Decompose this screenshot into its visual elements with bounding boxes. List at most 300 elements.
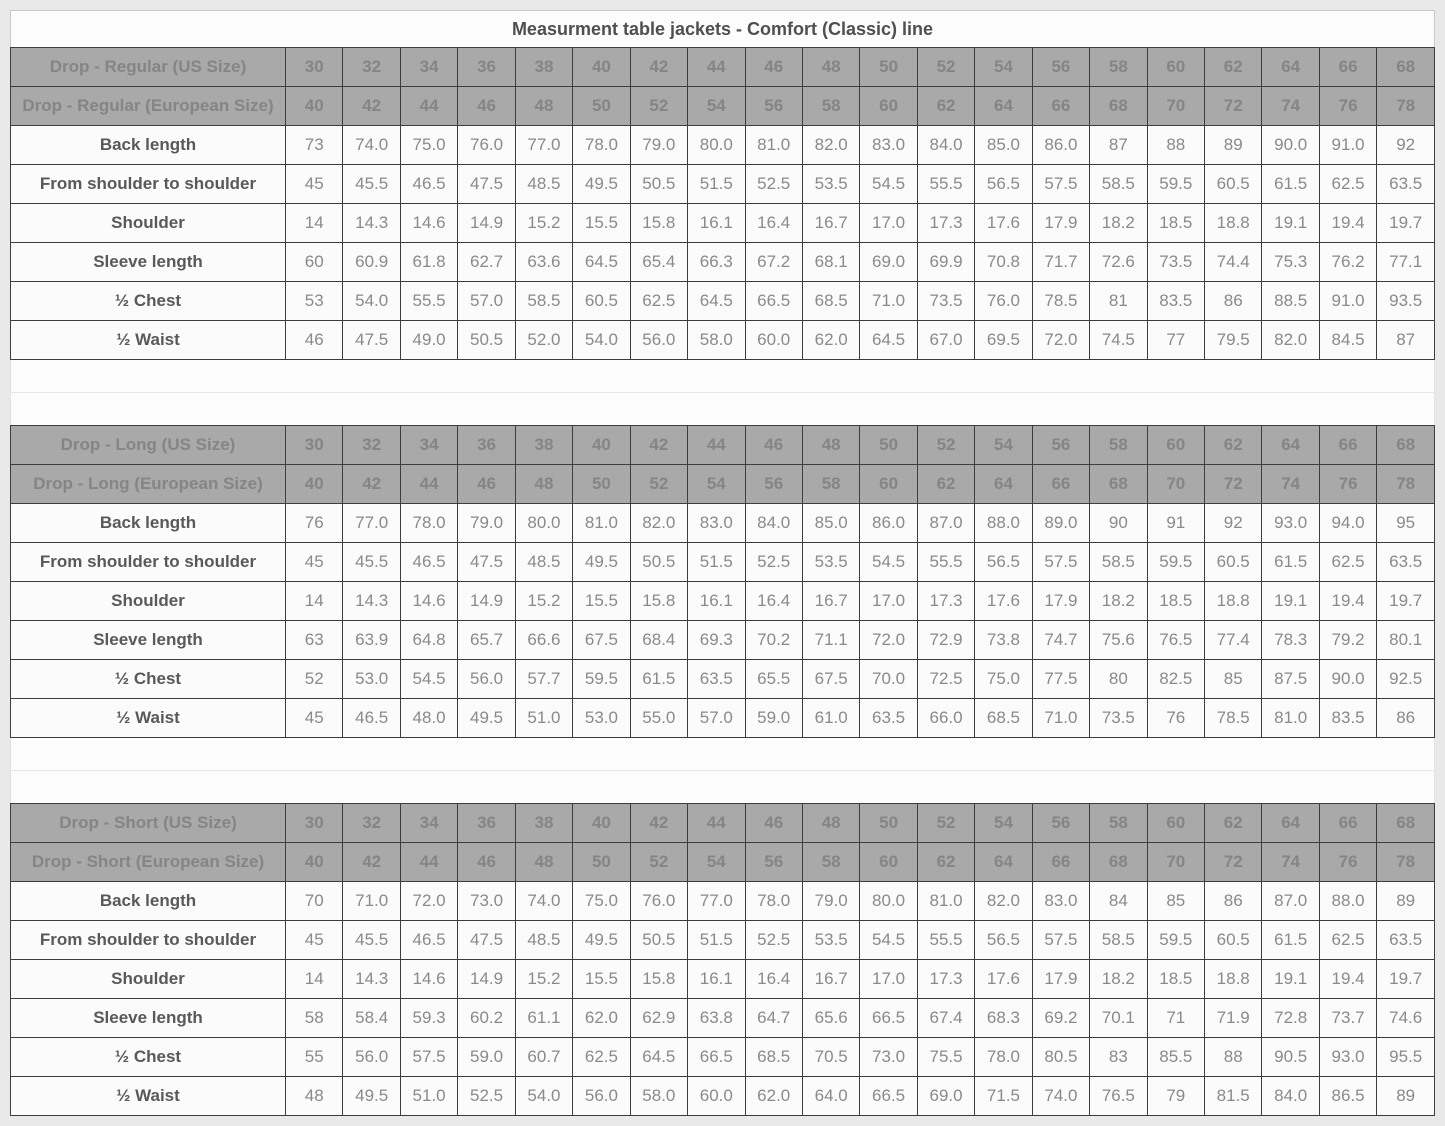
measurement-value-cell: 89	[1377, 1077, 1435, 1116]
measurement-value-cell: 68.5	[802, 282, 859, 321]
measurement-value-cell: 62.7	[458, 243, 515, 282]
measurement-value-cell: 77.0	[515, 126, 572, 165]
measurement-value-cell: 62.0	[745, 1077, 802, 1116]
section-header-us-label: Drop - Regular (US Size)	[11, 48, 286, 87]
us-size-cell: 64	[1262, 804, 1319, 843]
measurement-value-cell: 57.7	[515, 660, 572, 699]
eu-size-cell: 54	[688, 843, 745, 882]
eu-size-cell: 60	[860, 87, 917, 126]
us-size-cell: 56	[1032, 804, 1089, 843]
measurement-row	[11, 126, 1435, 165]
measurement-value-cell: 46.5	[400, 543, 457, 582]
measurement-value-cell: 18.8	[1205, 960, 1262, 999]
measurement-value-cell: 17.0	[860, 582, 917, 621]
measurement-value-cell: 54.0	[515, 1077, 572, 1116]
measurement-value-cell: 17.0	[860, 960, 917, 999]
measurement-value-cell: 16.1	[688, 204, 745, 243]
measurement-value-cell: 67.5	[573, 621, 630, 660]
measurement-row-label: From shoulder to shoulder	[11, 921, 286, 960]
measurement-value-cell: 63.5	[1377, 543, 1435, 582]
measurement-value-cell: 73.8	[975, 621, 1032, 660]
measurement-value-cell: 66.5	[745, 282, 802, 321]
measurement-value-cell: 45	[286, 921, 343, 960]
measurement-value-cell: 60.5	[1205, 921, 1262, 960]
measurement-value-cell: 16.4	[745, 582, 802, 621]
measurement-value-cell: 57.0	[688, 699, 745, 738]
measurement-value-cell: 15.2	[515, 204, 572, 243]
measurement-row-label: Shoulder	[11, 204, 286, 243]
eu-size-cell: 54	[688, 87, 745, 126]
measurement-row	[11, 282, 1435, 321]
measurement-value-cell: 56.5	[975, 921, 1032, 960]
measurement-value-cell: 79	[1147, 1077, 1204, 1116]
eu-size-cell: 46	[458, 465, 515, 504]
us-size-cell: 68	[1377, 804, 1435, 843]
measurement-value-cell: 49.0	[400, 321, 457, 360]
us-size-cell: 68	[1377, 48, 1435, 87]
measurement-value-cell: 17.0	[860, 204, 917, 243]
measurement-value-cell: 45.5	[343, 543, 400, 582]
measurement-row-label: From shoulder to shoulder	[11, 543, 286, 582]
us-size-cell: 62	[1205, 426, 1262, 465]
measurement-value-cell: 19.1	[1262, 582, 1319, 621]
measurement-row	[11, 543, 1435, 582]
measurement-value-cell: 58.0	[688, 321, 745, 360]
measurement-value-cell: 58.5	[1090, 921, 1147, 960]
measurement-value-cell: 18.2	[1090, 204, 1147, 243]
measurement-value-cell: 72.0	[1032, 321, 1089, 360]
measurement-value-cell: 84	[1090, 882, 1147, 921]
measurement-value-cell: 14.6	[400, 582, 457, 621]
measurement-value-cell: 74.0	[515, 882, 572, 921]
measurement-value-cell: 79.0	[630, 126, 687, 165]
measurement-value-cell: 66.5	[688, 1038, 745, 1077]
measurement-value-cell: 57.5	[1032, 543, 1089, 582]
measurement-value-cell: 46	[286, 321, 343, 360]
measurement-value-cell: 15.2	[515, 960, 572, 999]
measurement-value-cell: 94.0	[1319, 504, 1376, 543]
us-size-cell: 50	[860, 804, 917, 843]
measurement-value-cell: 75.0	[573, 882, 630, 921]
measurement-value-cell: 55.0	[630, 699, 687, 738]
measurement-value-cell: 79.5	[1205, 321, 1262, 360]
us-size-cell: 58	[1090, 48, 1147, 87]
measurement-value-cell: 76.5	[1090, 1077, 1147, 1116]
measurement-row	[11, 321, 1435, 360]
measurement-value-cell: 54.0	[343, 282, 400, 321]
measurement-value-cell: 49.5	[573, 543, 630, 582]
us-size-cell: 42	[630, 48, 687, 87]
us-size-cell: 44	[688, 804, 745, 843]
us-size-cell: 58	[1090, 804, 1147, 843]
measurement-value-cell: 16.4	[745, 204, 802, 243]
measurement-value-cell: 55.5	[400, 282, 457, 321]
measurement-value-cell: 69.9	[917, 243, 974, 282]
eu-size-cell: 68	[1090, 465, 1147, 504]
measurement-value-cell: 47.5	[458, 165, 515, 204]
measurement-value-cell: 93.0	[1319, 1038, 1376, 1077]
measurement-value-cell: 53.5	[802, 543, 859, 582]
measurement-value-cell: 72.8	[1262, 999, 1319, 1038]
eu-size-cell: 70	[1147, 465, 1204, 504]
measurement-value-cell: 84.5	[1319, 321, 1376, 360]
measurement-value-cell: 68.5	[745, 1038, 802, 1077]
us-size-header-row	[11, 48, 1435, 87]
measurement-value-cell: 80	[1090, 660, 1147, 699]
measurement-value-cell: 16.7	[802, 582, 859, 621]
measurement-value-cell: 45	[286, 699, 343, 738]
measurement-value-cell: 48.5	[515, 165, 572, 204]
us-size-cell: 48	[802, 48, 859, 87]
measurement-value-cell: 51.5	[688, 921, 745, 960]
measurement-value-cell: 78.0	[975, 1038, 1032, 1077]
us-size-cell: 30	[286, 804, 343, 843]
measurement-value-cell: 48	[286, 1077, 343, 1116]
measurement-value-cell: 70.2	[745, 621, 802, 660]
measurement-value-cell: 19.4	[1319, 204, 1376, 243]
measurement-value-cell: 63	[286, 621, 343, 660]
section-gap-row	[11, 738, 1435, 771]
eu-size-cell: 78	[1377, 843, 1435, 882]
measurement-value-cell: 90	[1090, 504, 1147, 543]
eu-size-cell: 56	[745, 843, 802, 882]
eu-size-cell: 66	[1032, 87, 1089, 126]
measurement-value-cell: 78.0	[573, 126, 630, 165]
measurement-value-cell: 69.0	[917, 1077, 974, 1116]
measurement-value-cell: 85.0	[802, 504, 859, 543]
measurement-row	[11, 699, 1435, 738]
us-size-cell: 36	[458, 804, 515, 843]
measurement-value-cell: 65.5	[745, 660, 802, 699]
eu-size-cell: 60	[860, 843, 917, 882]
measurement-value-cell: 14	[286, 960, 343, 999]
measurement-value-cell: 16.7	[802, 960, 859, 999]
measurement-value-cell: 53.5	[802, 165, 859, 204]
measurement-value-cell: 14.9	[458, 204, 515, 243]
eu-size-cell: 62	[917, 465, 974, 504]
measurement-value-cell: 72.0	[860, 621, 917, 660]
measurement-value-cell: 80.5	[1032, 1038, 1089, 1077]
measurement-value-cell: 55.5	[917, 921, 974, 960]
measurement-value-cell: 86.0	[860, 504, 917, 543]
measurement-value-cell: 49.5	[458, 699, 515, 738]
measurement-value-cell: 70.8	[975, 243, 1032, 282]
measurement-value-cell: 14	[286, 204, 343, 243]
us-size-cell: 62	[1205, 804, 1262, 843]
eu-size-cell: 46	[458, 843, 515, 882]
measurement-value-cell: 77.4	[1205, 621, 1262, 660]
measurement-value-cell: 18.2	[1090, 960, 1147, 999]
measurement-value-cell: 90.0	[1262, 126, 1319, 165]
eu-size-cell: 56	[745, 465, 802, 504]
measurement-value-cell: 61.5	[1262, 921, 1319, 960]
measurement-value-cell: 52.5	[745, 543, 802, 582]
section-gap	[11, 393, 1435, 426]
us-size-header-row	[11, 804, 1435, 843]
measurement-value-cell: 78.0	[745, 882, 802, 921]
measurement-value-cell: 75.5	[917, 1038, 974, 1077]
measurement-row-label: Shoulder	[11, 960, 286, 999]
measurement-value-cell: 45	[286, 165, 343, 204]
measurement-value-cell: 66.3	[688, 243, 745, 282]
measurement-value-cell: 81.0	[745, 126, 802, 165]
measurement-value-cell: 70.0	[860, 660, 917, 699]
measurement-row-label: From shoulder to shoulder	[11, 165, 286, 204]
measurement-value-cell: 59.5	[573, 660, 630, 699]
measurement-value-cell: 59.5	[1147, 165, 1204, 204]
measurement-row-label: Sleeve length	[11, 243, 286, 282]
measurement-row	[11, 1077, 1435, 1116]
measurement-value-cell: 73.0	[860, 1038, 917, 1077]
section-header-eu-label: Drop - Long (European Size)	[11, 465, 286, 504]
measurement-value-cell: 74.6	[1377, 999, 1435, 1038]
measurement-value-cell: 80.0	[688, 126, 745, 165]
eu-size-cell: 74	[1262, 87, 1319, 126]
us-size-header-row	[11, 426, 1435, 465]
eu-size-cell: 62	[917, 843, 974, 882]
measurement-row	[11, 204, 1435, 243]
measurement-value-cell: 84.0	[1262, 1077, 1319, 1116]
eu-size-cell: 50	[573, 87, 630, 126]
measurement-value-cell: 68.3	[975, 999, 1032, 1038]
measurement-value-cell: 64.8	[400, 621, 457, 660]
measurement-value-cell: 58.5	[1090, 543, 1147, 582]
measurement-value-cell: 54.5	[400, 660, 457, 699]
eu-size-cell: 40	[286, 465, 343, 504]
measurement-value-cell: 67.2	[745, 243, 802, 282]
eu-size-cell: 76	[1319, 465, 1376, 504]
measurement-value-cell: 90.5	[1262, 1038, 1319, 1077]
eu-size-cell: 44	[400, 87, 457, 126]
measurement-value-cell: 57.5	[1032, 165, 1089, 204]
measurement-value-cell: 85	[1205, 660, 1262, 699]
measurement-value-cell: 76	[1147, 699, 1204, 738]
measurement-value-cell: 57.0	[458, 282, 515, 321]
measurement-value-cell: 17.9	[1032, 960, 1089, 999]
measurement-value-cell: 50.5	[630, 165, 687, 204]
eu-size-cell: 78	[1377, 87, 1435, 126]
section-header-us-label: Drop - Short (US Size)	[11, 804, 286, 843]
measurement-value-cell: 69.0	[860, 243, 917, 282]
measurement-value-cell: 49.5	[343, 1077, 400, 1116]
measurement-value-cell: 19.4	[1319, 582, 1376, 621]
measurement-value-cell: 64.5	[573, 243, 630, 282]
measurement-value-cell: 65.4	[630, 243, 687, 282]
measurement-value-cell: 67.4	[917, 999, 974, 1038]
us-size-cell: 48	[802, 804, 859, 843]
eu-size-cell: 58	[802, 465, 859, 504]
measurement-value-cell: 55.5	[917, 543, 974, 582]
measurement-value-cell: 71.1	[802, 621, 859, 660]
section-gap	[11, 360, 1435, 393]
us-size-cell: 44	[688, 426, 745, 465]
measurement-value-cell: 14.3	[343, 582, 400, 621]
measurement-value-cell: 71.9	[1205, 999, 1262, 1038]
measurement-value-cell: 51.0	[515, 699, 572, 738]
eu-size-header-row	[11, 87, 1435, 126]
measurement-value-cell: 15.5	[573, 204, 630, 243]
measurement-value-cell: 86	[1205, 882, 1262, 921]
measurement-value-cell: 15.5	[573, 582, 630, 621]
measurement-value-cell: 67.5	[802, 660, 859, 699]
measurement-value-cell: 89	[1377, 882, 1435, 921]
measurement-value-cell: 17.3	[917, 204, 974, 243]
measurement-value-cell: 49.5	[573, 165, 630, 204]
measurement-value-cell: 76.0	[630, 882, 687, 921]
measurement-value-cell: 85.5	[1147, 1038, 1204, 1077]
measurement-value-cell: 14	[286, 582, 343, 621]
measurement-value-cell: 47.5	[343, 321, 400, 360]
measurement-value-cell: 89	[1205, 126, 1262, 165]
measurement-value-cell: 14.3	[343, 960, 400, 999]
section-gap	[11, 771, 1435, 804]
measurement-value-cell: 52.5	[458, 1077, 515, 1116]
measurement-value-cell: 89.0	[1032, 504, 1089, 543]
measurement-value-cell: 18.8	[1205, 204, 1262, 243]
measurement-value-cell: 48.5	[515, 543, 572, 582]
us-size-cell: 38	[515, 426, 572, 465]
measurement-value-cell: 48.0	[400, 699, 457, 738]
us-size-cell: 30	[286, 48, 343, 87]
measurement-value-cell: 85.0	[975, 126, 1032, 165]
measurement-row-label: Back length	[11, 126, 286, 165]
measurement-value-cell: 83.0	[860, 126, 917, 165]
measurement-row-label: ½ Waist	[11, 321, 286, 360]
measurement-value-cell: 73.5	[1147, 243, 1204, 282]
measurement-value-cell: 64.5	[860, 321, 917, 360]
measurement-value-cell: 62.0	[573, 999, 630, 1038]
measurement-value-cell: 71.0	[860, 282, 917, 321]
us-size-cell: 40	[573, 426, 630, 465]
measurement-value-cell: 47.5	[458, 543, 515, 582]
us-size-cell: 46	[745, 48, 802, 87]
measurement-value-cell: 88.5	[1262, 282, 1319, 321]
us-size-cell: 32	[343, 426, 400, 465]
measurement-row	[11, 921, 1435, 960]
measurement-value-cell: 61.5	[630, 660, 687, 699]
measurement-value-cell: 85	[1147, 882, 1204, 921]
title-row	[11, 11, 1435, 48]
measurement-value-cell: 79.2	[1319, 621, 1376, 660]
measurement-value-cell: 73.0	[458, 882, 515, 921]
section-gap	[11, 738, 1435, 771]
measurement-value-cell: 59.5	[1147, 921, 1204, 960]
measurement-value-cell: 19.7	[1377, 582, 1435, 621]
section-gap-row	[11, 393, 1435, 426]
measurement-value-cell: 83.0	[1032, 882, 1089, 921]
measurement-value-cell: 73.5	[1090, 699, 1147, 738]
measurement-value-cell: 84.0	[745, 504, 802, 543]
measurement-value-cell: 74.5	[1090, 321, 1147, 360]
measurement-value-cell: 55	[286, 1038, 343, 1077]
measurement-value-cell: 71.7	[1032, 243, 1089, 282]
measurement-value-cell: 52.5	[745, 921, 802, 960]
us-size-cell: 60	[1147, 804, 1204, 843]
measurement-value-cell: 53.0	[573, 699, 630, 738]
measurement-value-cell: 66.5	[860, 999, 917, 1038]
measurement-value-cell: 91.0	[1319, 126, 1376, 165]
measurement-value-cell: 60	[286, 243, 343, 282]
eu-size-cell: 42	[343, 465, 400, 504]
us-size-cell: 60	[1147, 426, 1204, 465]
eu-size-cell: 42	[343, 87, 400, 126]
measurement-value-cell: 83.5	[1147, 282, 1204, 321]
measurement-value-cell: 87	[1090, 126, 1147, 165]
measurement-value-cell: 64.7	[745, 999, 802, 1038]
measurement-value-cell: 90.0	[1319, 660, 1376, 699]
measurement-value-cell: 84.0	[917, 126, 974, 165]
section-header-eu-label: Drop - Regular (European Size)	[11, 87, 286, 126]
measurement-value-cell: 15.8	[630, 960, 687, 999]
eu-size-cell: 66	[1032, 465, 1089, 504]
measurement-value-cell: 45.5	[343, 165, 400, 204]
measurement-value-cell: 48.5	[515, 921, 572, 960]
measurement-value-cell: 17.6	[975, 204, 1032, 243]
measurement-value-cell: 59.3	[400, 999, 457, 1038]
eu-size-cell: 68	[1090, 87, 1147, 126]
measurement-value-cell: 74.7	[1032, 621, 1089, 660]
measurement-row	[11, 621, 1435, 660]
measurement-value-cell: 78.0	[400, 504, 457, 543]
measurement-value-cell: 83.0	[688, 504, 745, 543]
measurement-value-cell: 64.5	[688, 282, 745, 321]
measurement-value-cell: 58.4	[343, 999, 400, 1038]
measurement-value-cell: 77.1	[1377, 243, 1435, 282]
measurement-value-cell: 74.4	[1205, 243, 1262, 282]
us-size-cell: 52	[917, 426, 974, 465]
us-size-cell: 34	[400, 804, 457, 843]
measurement-value-cell: 63.6	[515, 243, 572, 282]
us-size-cell: 64	[1262, 48, 1319, 87]
eu-size-cell: 52	[630, 465, 687, 504]
measurement-value-cell: 66.0	[917, 699, 974, 738]
measurement-value-cell: 55.5	[917, 165, 974, 204]
measurement-value-cell: 58	[286, 999, 343, 1038]
measurement-value-cell: 60.5	[1205, 543, 1262, 582]
measurement-value-cell: 60.5	[1205, 165, 1262, 204]
measurement-value-cell: 17.9	[1032, 204, 1089, 243]
us-size-cell: 52	[917, 48, 974, 87]
measurement-value-cell: 72.5	[917, 660, 974, 699]
eu-size-cell: 42	[343, 843, 400, 882]
measurement-value-cell: 70.1	[1090, 999, 1147, 1038]
measurement-row-label: ½ Waist	[11, 1077, 286, 1116]
measurement-value-cell: 61.5	[1262, 543, 1319, 582]
measurement-value-cell: 68.5	[975, 699, 1032, 738]
measurement-value-cell: 57.5	[1032, 921, 1089, 960]
eu-size-cell: 44	[400, 465, 457, 504]
eu-size-cell: 66	[1032, 843, 1089, 882]
measurement-value-cell: 14.9	[458, 582, 515, 621]
eu-size-cell: 64	[975, 87, 1032, 126]
eu-size-cell: 54	[688, 465, 745, 504]
measurement-value-cell: 83.5	[1319, 699, 1376, 738]
measurement-value-cell: 82.0	[975, 882, 1032, 921]
measurement-value-cell: 52.5	[745, 165, 802, 204]
measurement-value-cell: 16.4	[745, 960, 802, 999]
measurement-value-cell: 58.5	[1090, 165, 1147, 204]
eu-size-cell: 78	[1377, 465, 1435, 504]
table-title: Measurment table jackets - Comfort (Classic) line	[11, 11, 1435, 48]
measurement-value-cell: 62.5	[573, 1038, 630, 1077]
us-size-cell: 30	[286, 426, 343, 465]
eu-size-cell: 58	[802, 87, 859, 126]
measurement-value-cell: 60.0	[688, 1077, 745, 1116]
measurement-value-cell: 76.0	[975, 282, 1032, 321]
measurement-value-cell: 58.5	[515, 282, 572, 321]
us-size-cell: 52	[917, 804, 974, 843]
measurement-value-cell: 17.6	[975, 582, 1032, 621]
